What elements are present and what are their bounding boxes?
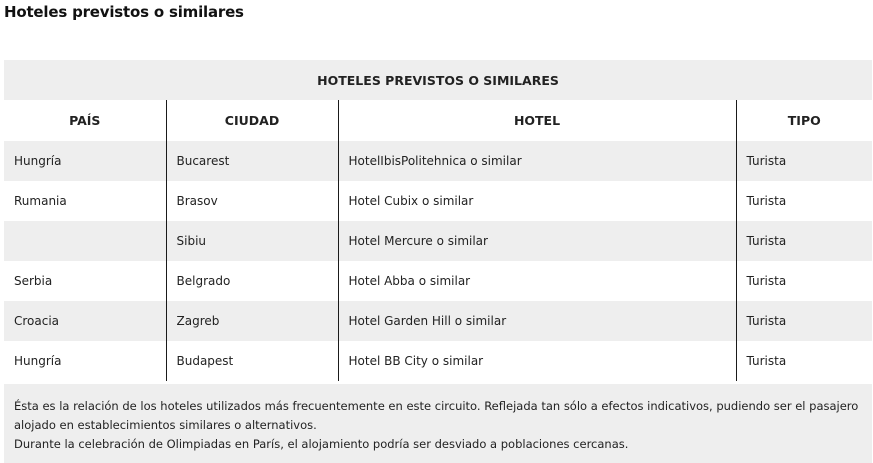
cell-hotel: Hotel Cubix o similar xyxy=(338,181,736,221)
table-caption: HOTELES PREVISTOS O SIMILARES xyxy=(4,60,872,100)
cell-hotel: Hotel Abba o similar xyxy=(338,261,736,301)
cell-pais: Hungría xyxy=(4,141,166,181)
cell-ciudad: Budapest xyxy=(166,341,338,381)
cell-pais: Serbia xyxy=(14,274,53,288)
note-text: Ésta es la relación de los hoteles utilizados más frecuentemente en este circuito. Reflejada tan sólo a efectos indicativos, pudiendo ser el pasajero alojado en establecimientos similares o alternativos. xyxy=(14,399,859,432)
cell-pais: Croacia xyxy=(4,301,166,341)
cell-ciudad: Belgrado xyxy=(166,261,338,301)
cell-tipo: Turista xyxy=(736,181,872,221)
cell-tipo: Turista xyxy=(736,301,872,341)
cell-hotel: Hotel Garden Hill o similar xyxy=(338,301,736,341)
column-header-tipo: TIPO xyxy=(736,100,872,141)
column-header-pais: PAÍS xyxy=(4,100,166,141)
cell-hotel: Hotel BB City o similar xyxy=(338,341,736,381)
column-header-ciudad: CIUDAD xyxy=(166,100,338,141)
cell-hotel: HotelIbisPolitehnica o similar xyxy=(338,141,736,181)
hotels-note xyxy=(4,384,872,463)
table-row xyxy=(4,341,872,381)
cell-pais: Hungría xyxy=(14,354,62,368)
cell-pais: Rumania xyxy=(14,194,67,208)
cell-tipo: Turista xyxy=(736,261,872,301)
table-row xyxy=(4,221,872,261)
cell-pais xyxy=(4,221,166,261)
table-header-row xyxy=(4,100,872,141)
cell-ciudad: Brasov xyxy=(166,181,338,221)
note-text: Durante la celebración de Olimpiadas en París, el alojamiento podría ser desviado a poblaciones cercanas. xyxy=(14,437,629,451)
table-row xyxy=(4,141,872,181)
table-caption-row xyxy=(4,60,872,100)
cell-ciudad: Zagreb xyxy=(166,301,338,341)
cell-ciudad: Bucarest xyxy=(166,141,338,181)
cell-tipo: Turista xyxy=(736,221,872,261)
table-row xyxy=(4,261,872,301)
cell-ciudad: Sibiu xyxy=(166,221,338,261)
page-title: Hoteles previstos o similares xyxy=(4,3,244,21)
table-row xyxy=(4,301,872,341)
column-header-hotel: HOTEL xyxy=(338,100,736,141)
table-row xyxy=(4,181,872,221)
hotels-table xyxy=(4,60,872,381)
cell-hotel: Hotel Mercure o similar xyxy=(338,221,736,261)
cell-tipo: Turista xyxy=(736,341,872,381)
cell-tipo: Turista xyxy=(736,141,872,181)
